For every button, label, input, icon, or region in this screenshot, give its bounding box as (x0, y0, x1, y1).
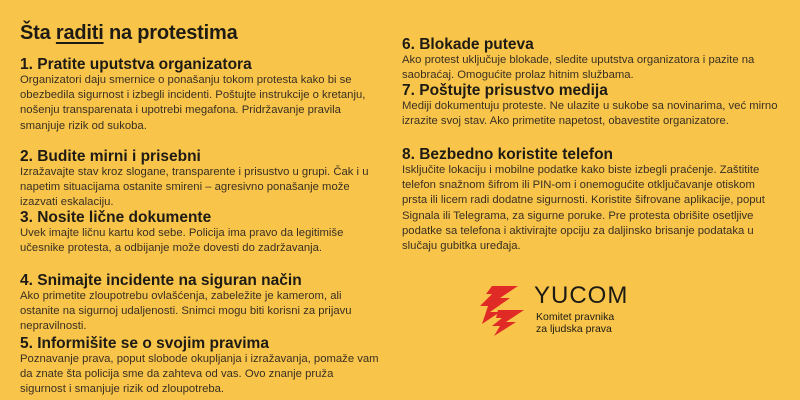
title-underlined-word: raditi (55, 22, 104, 44)
logo-subtitle-line-2: za ljudska prava (536, 323, 612, 335)
section-heading: 6. Blokade puteva (402, 36, 534, 53)
section-7 (402, 82, 782, 129)
section-body: Izražavajte stav kroz slogane, transparente i prisustvo u grupi. Čak i u napetim situacijama ostanite smireni – agresivno ponašanje može izazvati eskalaciju. (20, 166, 369, 209)
title-text-end: na protestima (103, 22, 238, 44)
section-heading: 8. Bezbedno koristite telefon (402, 146, 614, 163)
section-8 (402, 146, 782, 254)
section-body: Ako primetite zloupotrebu ovlašćenja, zabeležite je kamerom, ali ostanite na sigurnoj udaljenosti. Snimci mogu biti korisni za prijavu nepravilnosti. (20, 290, 352, 333)
section-heading: 3. Nosite lične dokumente (20, 209, 212, 226)
logo-name: YUCOM (534, 282, 629, 309)
section-heading: 4. Snimajte incidente na siguran način (20, 272, 302, 289)
section-body: Ako protest uključuje blokade, sledite uputstva organizatora i pazite na saobraćaj. Omogućite prolaz hitnim službama. (402, 54, 755, 82)
section-5 (20, 335, 380, 398)
section-6 (402, 36, 782, 83)
section-body: Mediji dokumentuju proteste. Ne ulazite u sukobe sa novinarima, već mirno izrazite svoj stav. Ako primetite napetost, obavestite organizatore. (402, 100, 778, 128)
section-2 (20, 148, 380, 211)
section-heading: 2. Budite mirni i prisebni (20, 148, 201, 165)
section-body: Isključite lokaciju i mobilne podatke kako biste izbegli praćenje. Zaštitite telefon snažnom šifrom ili PIN-om i onemogućite otključavanje otiskom prsta ili licem radi dodatne sigurnosti. Koristite šifrovane aplikacije, poput Signala ili Telegrama, za sigurne poruke. Pre protesta obrišite osetljive podatke sa telefona i aktivirajte opciju za daljinsko brisanje podataka u slučaju gubitka uređaja. (402, 164, 765, 253)
logo-subtitle-line-1: Komitet pravnika (536, 311, 615, 323)
section-heading: 7. Poštujte prisustvo medija (402, 82, 608, 99)
section-body: Uvek imajte ličnu kartu kod sebe. Policija ima pravo da legitimiše učesnike protesta, a odbijanje može dovesti do zadržavanja. (20, 227, 344, 255)
section-body: Organizatori daju smernice o ponašanju tokom protesta kako bi se obezbedila sigurnost i izbegli incidenti. Poštujte instrukcije o kretanju, nošenju transparenata i upotrebi megafona. Pridržavanje pravila smanjuje rizik od sukoba. (20, 74, 366, 132)
logo-subtitle (536, 311, 614, 335)
section-body: Poznavanje prava, poput slobode okupljanja i izražavanja, pomaže vam da znate šta policija sme da zahteva od vas. Ovo znanje pruža sigurnost i smanjuje rizik od zloupotreba. (20, 353, 379, 396)
title-text-start: Šta (20, 22, 56, 44)
yucom-logo (478, 282, 678, 342)
page-title (20, 22, 238, 45)
section-heading: 1. Pratite uputstva organizatora (20, 56, 252, 73)
section-4 (20, 272, 380, 335)
section-heading: 5. Informišite se o svojim pravima (20, 335, 269, 352)
section-1 (20, 56, 380, 134)
section-3 (20, 209, 380, 256)
yucom-mark-icon (478, 284, 528, 338)
